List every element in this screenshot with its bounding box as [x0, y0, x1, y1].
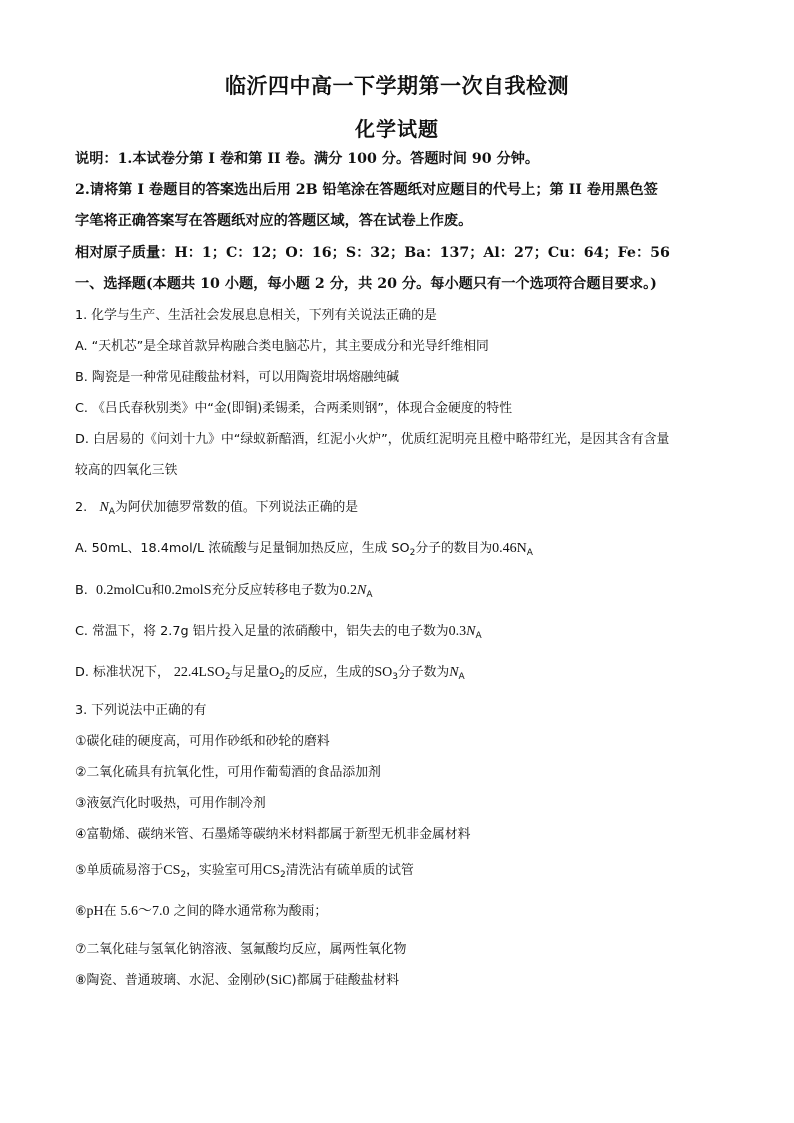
- q2-a-value-sub: A: [526, 548, 533, 558]
- q2-c-n: N: [466, 624, 476, 639]
- q2-d-so3: SO: [374, 665, 393, 680]
- q3-statement-6: [75, 903, 327, 921]
- q3-s6-range: 5.6～7.0: [120, 904, 170, 919]
- q2-na-symbol: N: [99, 500, 109, 515]
- q2-option-c: [75, 623, 482, 641]
- q3-s5-cs-sub: 2: [180, 870, 187, 880]
- q2-b-cu: 0.2molCu: [96, 583, 152, 598]
- q2-c-n-sub: A: [475, 631, 482, 641]
- q3-statement-1: ①碳化硅的硬度高，可用作砂纸和砂轮的磨料: [75, 734, 330, 749]
- q2-b-n: N: [356, 583, 367, 598]
- q3-statement-5: [75, 862, 414, 880]
- q2-d-o: O: [268, 665, 280, 680]
- q1-option-d-line-2: 较高的四氧化三铁: [75, 463, 178, 478]
- q3-s5-mid: ，实验室可用: [186, 863, 263, 878]
- section-heading: 一、选择题(本题共 10 小题，每小题 2 分，共 20 分。每小题只有一个选项符合题目要求。): [75, 276, 657, 292]
- q2-d-text: D. 标准状况下，: [75, 665, 170, 680]
- q2-d-mid3: 分子数为: [398, 665, 450, 680]
- q2-d-mid1: 与足量: [230, 665, 269, 680]
- q3-statement-2: ②二氧化硫具有抗氧化性，可用作葡萄酒的食品添加剂: [75, 765, 381, 780]
- q2-na-sub: A: [108, 507, 115, 517]
- q1-option-c: C. 《吕氏春秋别类》中“金(即铜)柔锡柔，合两柔则钢”，体现合金硬度的特性: [75, 401, 513, 416]
- instructions-line-3: 字笔将正确答案写在答题纸对应的答题区域，答在试卷上作废。: [75, 213, 473, 229]
- q2-a-text: A. 50mL、18.4mol/L 浓硫酸与足量铜加热反应，生成 SO: [75, 541, 410, 556]
- q2-d-o-sub: 2: [279, 672, 285, 682]
- q2-b-label: B.: [75, 583, 88, 598]
- q2-a-mid: 分子的数目为: [415, 541, 493, 556]
- q2-d-n-sub: A: [458, 672, 465, 682]
- q3-s5-cs2: CS: [262, 863, 281, 878]
- q1-option-b: B. 陶瓷是一种常见硅酸盐材料，可以用陶瓷坩埚熔融纯碱: [75, 370, 400, 385]
- q1-option-a: A. “天机芯”是全球首款异构融合类电脑芯片，其主要成分和光导纤维相同: [75, 339, 489, 354]
- q3-s8-sic: SiC: [270, 973, 292, 988]
- q3-statement-3: ③液氨汽化时吸热，可用作制冷剂: [75, 796, 266, 811]
- q2-c-value: 0.3: [448, 624, 467, 639]
- q1-option-d-line-1: D. 白居易的《问刘十九》中“绿蚁新醅酒，红泥小火炉”，优质红泥明亮且橙中略带红光，是因其含有含量: [75, 432, 670, 447]
- instructions-line-1: 说明：1.本试卷分第 I 卷和第 II 卷。满分 100 分。答题时间 90 分钟。: [75, 151, 540, 167]
- atomic-mass-line: 相对原子质量：H：1；C：12；O：16；S：32；Ba：137；Al：27；Cu：64；Fe：56: [75, 245, 670, 261]
- q2-d-n: N: [449, 665, 459, 680]
- q3-s6-pre: ⑥: [75, 904, 87, 919]
- q3-s6-post: 之间的降水通常称为酸雨；: [173, 904, 328, 919]
- q3-s5-post: 清洗沾有硫单质的试管: [285, 863, 414, 878]
- q2-d-so2-sub: 2: [224, 672, 231, 682]
- q2-a-sub: 2: [409, 548, 416, 558]
- q2-a-value: 0.46N: [492, 541, 527, 556]
- q2-option-a: [75, 540, 533, 558]
- q2-stem: [75, 499, 358, 517]
- q2-b-value: 0.2: [339, 583, 357, 598]
- page-title: 临沂四中高一下学期第一次自我检测: [225, 73, 569, 98]
- q2-stem-text: 为阿伏加德罗常数的值。下列说法正确的是: [114, 500, 359, 515]
- instructions-line-2: 2.请将第 I 卷题目的答案选出后用 2B 铅笔涂在答题纸对应题目的代号上；第 II 卷用黑色签: [75, 182, 658, 198]
- q2-b-mid: 充分反应转移电子数为: [211, 583, 340, 598]
- q3-s5-pre: ⑤单质硫易溶于: [75, 863, 164, 878]
- q2-option-d: [75, 664, 465, 682]
- q2-d-so2: 22.4LSO: [173, 665, 225, 680]
- q3-s6-mid: 在: [103, 904, 117, 919]
- q2-b-and: 和: [151, 583, 165, 598]
- q3-stem: 3. 下列说法中正确的有: [75, 703, 207, 718]
- q3-statement-4: ④富勒烯、碳纳米管、石墨烯等碳纳米材料都属于新型无机非金属材料: [75, 827, 471, 842]
- q2-option-b: [75, 582, 372, 600]
- q2-d-so3-sub: 3: [392, 672, 399, 682]
- page-subtitle: 化学试题: [355, 117, 439, 141]
- q3-s6-ph: pH: [86, 904, 104, 919]
- q3-s5-cs2-sub: 2: [280, 870, 286, 880]
- q2-d-mid2: 的反应，生成的: [284, 665, 375, 680]
- q3-statement-8: [75, 972, 399, 990]
- q3-s8-pre: ⑧陶瓷、普通玻璃、水泥、金刚砂(: [75, 973, 271, 988]
- q3-s8-post: )都属于硅酸盐材料: [291, 973, 400, 988]
- q3-s5-cs: CS: [163, 863, 181, 878]
- q2-b-n-sub: A: [366, 590, 373, 600]
- q3-statement-7: ⑦二氧化硅与氢氧化钠溶液、氢氟酸均反应，属两性氧化物: [75, 942, 407, 957]
- q2-number: 2.: [75, 500, 88, 515]
- q1-stem: 1. 化学与生产、生活社会发展息息相关，下列有关说法正确的是: [75, 308, 437, 323]
- q2-c-text: C. 常温下，将 2.7g 铝片投入足量的浓硝酸中，铝失去的电子数为: [75, 624, 449, 639]
- q2-b-s: 0.2molS: [164, 583, 212, 598]
